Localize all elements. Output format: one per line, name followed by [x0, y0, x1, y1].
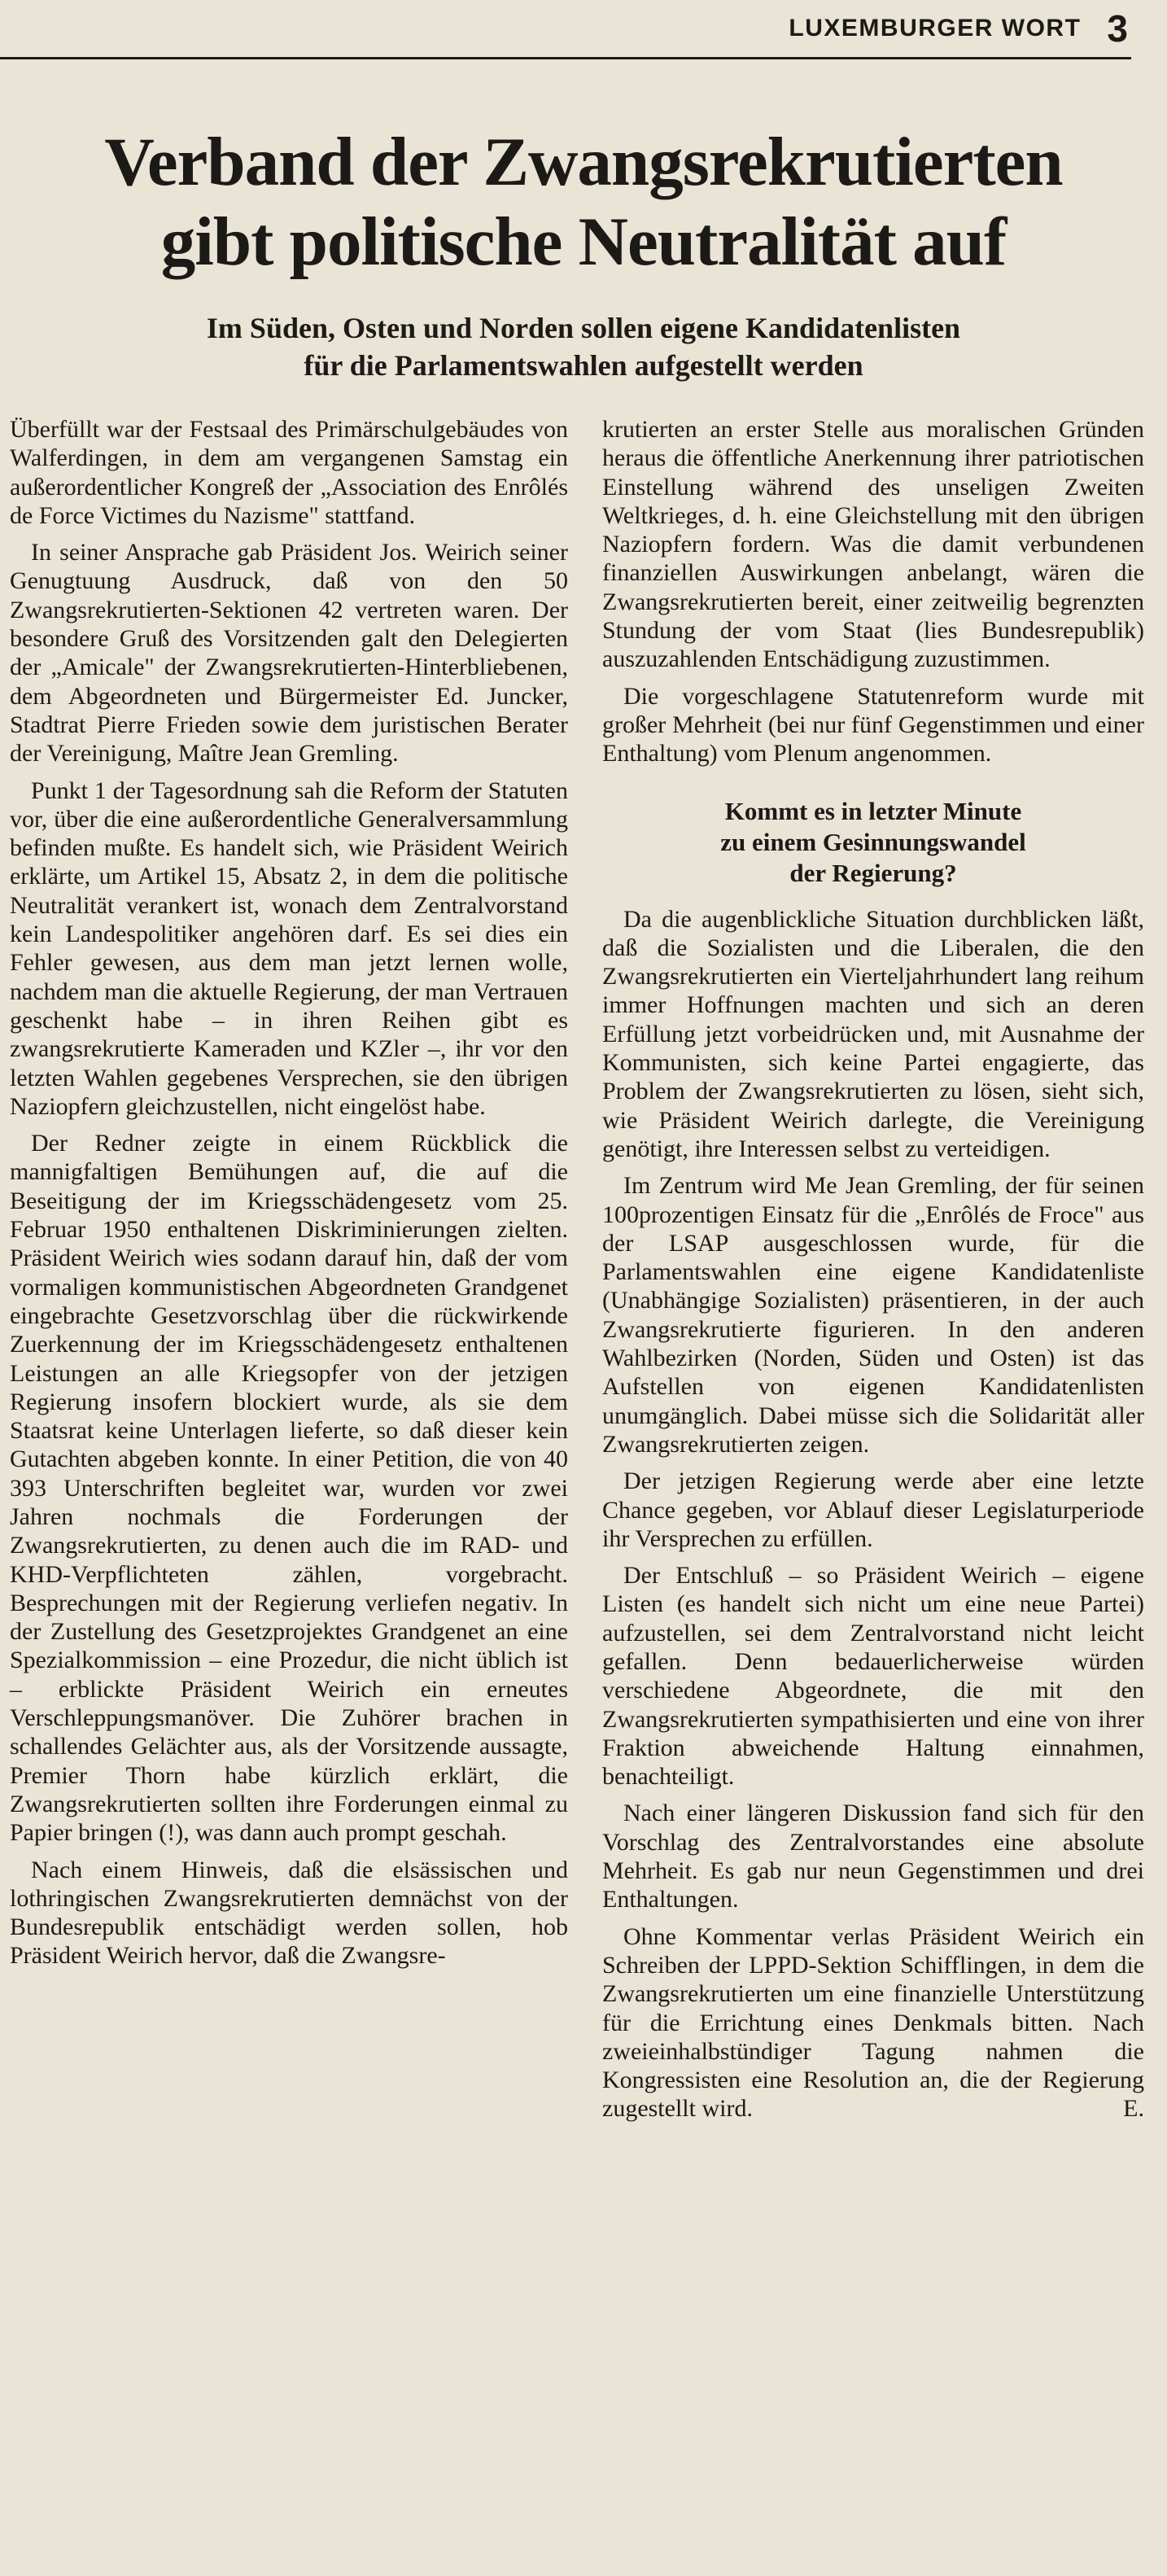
page-number: 3 — [1107, 7, 1128, 50]
paragraph-text: Ohne Kommentar verlas Präsident Weirich ein Schreiben der LPPD-Sektion Schifflingen, in dem die Zwangsrekrutierten um eine finanzielle Unterstützung für die Errichtung eines Denkmals bitten. Nach zweieinhalbstündiger Tagung nahmen die Kongressisten eine Resolution an, die der Regierung zugestellt wird. — [602, 1922, 1144, 2123]
headline-line-1: Verband der Zwangsrekrutierten — [104, 124, 1063, 200]
subheadline — [0, 309, 1167, 384]
section-subheading-line-3: der Regierung? — [789, 858, 957, 887]
article-column-right — [602, 415, 1144, 2132]
paragraph: Der Redner zeigte in einem Rückblick die mannigfaltigen Bemühungen auf, die auf die Beseitigung der im Kriegsschädengesetz vom 25. Februar 1950 enthaltenen Diskriminierungen zielten. Präsident Weirich wies sodann darauf hin, daß der vom vormaligen kommunistischen Abgeordneten Grandgenet eingebrachte Gesetzvorschlag über die rückwirkende Zuerkennung der im Kriegsschädengesetz enthaltenen Leistungen an alle Kriegsopfer von der jetzigen Regierung insofern blockiert wurde, als sie dem Staatsrat keine Unterlagen lieferte, so daß dieser kein Gutachten abgeben konnte. In einer Petition, die von 40 393 Unterschriften begleitet war, wurden vor zwei Jahren nochmals die Forderungen der Zwangsrekrutierten, zu denen auch die im RAD- und KHD-Verpflichteten zählen, vorgebracht. Besprechungen mit der Regierung verliefen negativ. In der Zustellung des Gesetzprojektes Grandgenet an eine Spezialkommission – eine Prozedur, die nicht üblich ist – erblickte Präsident Weirich ein erneutes Verschleppungsmanöver. Die Zuhörer brachen in schallendes Gelächter aus, als der Vorsitzende aussagte, Premier Thorn habe kürzlich erklärt, die Zwangsrekrutierten sollten ihre Forderungen einmal zu Papier bringen (!), was dann auch prompt geschah. — [10, 1130, 568, 1847]
section-subheading-line-2: zu einem Gesinnungswandel — [720, 827, 1026, 856]
paragraph: Da die augenblickliche Situation durchblicken läßt, daß die Sozialisten und die Liberalen, die den Zwangsrekrutierten ein Vierteljahrhundert lang reihum immer Hoffnungen machten und sich an deren Erfüllung jetzt vorbeidrücken und, mit Ausnahme der Kommunisten, sich keine Partei engagierte, das Problem der Zwangsrekrutierten zu lösen, sieht sich, wie Präsident Weirich darlegte, die Vereinigung genötigt, ihre Interessen selbst zu verteidigen. — [602, 905, 1144, 1162]
masthead — [0, 7, 1128, 54]
paragraph: Überfüllt war der Festsaal des Primärschulgebäudes von Walferdingen, in dem am vergangenen Samstag ein außerordentlicher Kongreß der „Association des Enrôlés de Force Victimes du Nazisme" stattfand. — [10, 416, 568, 529]
paragraph — [602, 1922, 1144, 2123]
newspaper-name: LUXEMBURGER WORT — [789, 15, 1082, 42]
paragraph: krutierten an erster Stelle aus moralischen Gründen heraus die öffentliche Anerkennung ihrer patriotischen Einstellung während des unseligen Zweiten Weltkrieges, d. h. eine Gleichstellung mit den übrigen Naziopfern fordern. Was die damit verbundenen finanziellen Auswirkungen anbelangt, wären die Zwangsrekrutierten bereit, einer zeitweilig begrenzten Stundung der vom Staat (lies Bundesrepublik) auszuzahlenden Entschädigung zuzustimmen. — [602, 416, 1144, 673]
headline — [0, 122, 1167, 282]
masthead-rule — [0, 57, 1131, 59]
section-subheading — [602, 796, 1144, 889]
paragraph: Punkt 1 der Tagesordnung sah die Reform der Statuten vor, über die eine außerordentliche Generalversammlung befinden mußte. Es handelt sich, wie Präsident Weirich erklärte, um Artikel 15, Absatz 2, in dem die politische Neutralität verankert ist, wonach dem Zentralvorstand kein Landespolitiker angehören darf. Es sei dies ein Fehler gewesen, aus dem man jetzt lernen wolle, nachdem man die aktuelle Regierung, der man Vertrauen geschenkt habe – in ihren Reihen gibt es zwangsrekrutierte Kameraden und KZler –, ihr vor den letzten Wahlen gegebenes Versprechen, sie den übrigen Naziopfern gleichzustellen, nicht eingelöst habe. — [10, 776, 568, 1120]
subheadline-line-1: Im Süden, Osten und Norden sollen eigene Kandidatenlisten — [206, 312, 961, 344]
subheadline-line-2: für die Parlamentswahlen aufgestellt werden — [304, 349, 863, 382]
paragraph: Die vorgeschlagene Statutenreform wurde mit großer Mehrheit (bei nur fünf Gegenstimmen und einer Enthaltung) vom Plenum angenommen. — [602, 682, 1144, 768]
paragraph: Nach einem Hinweis, daß die elsässischen und lothringischen Zwangsrekrutierten demnächst von der Bundesrepublik entschädigt werden sollen, hob Präsident Weirich hervor, daß die Zwangsre- — [10, 1856, 568, 1970]
section-subheading-line-1: Kommt es in letzter Minute — [724, 796, 1022, 825]
paragraph: Der Entschluß – so Präsident Weirich – eigene Listen (es handelt sich nicht um eine neue Partei) aufzustellen, sei dem Zentralvorstand nicht leicht gefallen. Denn bedauerlicherweise würden verschiedene Abgeordnete, die mit den Zwangsrekrutierten sympathisierten und eine von ihrer Fraktion abweichende Haltung einnahmen, benachteiligt. — [602, 1562, 1144, 1791]
paragraph: Im Zentrum wird Me Jean Gremling, der für seinen 100prozentigen Einsatz für die „Enrôlés de Froce" aus der LSAP ausgeschlossen wurde, für die Parlamentswahlen eine eigene Kandidatenliste (Unabhängige Sozialisten) präsentieren, in der auch Zwangsrekrutierte figurieren. In den anderen Wahlbezirken (Norden, Süden und Osten) ist das Aufstellen von eigenen Kandidatenlisten unumgänglich. Dabei müsse sich die Solidarität aller Zwangsrekrutierten zeigen. — [602, 1172, 1144, 1458]
author-signature: E. — [1123, 2095, 1144, 2123]
headline-line-2: gibt politische Neutralität auf — [160, 203, 1007, 280]
article-column-left — [10, 415, 568, 1979]
paragraph: Nach einer längeren Diskussion fand sich für den Vorschlag des Zentralvorstandes eine absolute Mehrheit. Es gab nur neun Gegenstimmen und drei Enthaltungen. — [602, 1800, 1144, 1913]
paragraph: Der jetzigen Regierung werde aber eine letzte Chance gegeben, vor Ablauf dieser Legislaturperiode ihr Versprechen zu erfüllen. — [602, 1467, 1144, 1552]
paragraph: In seiner Ansprache gab Präsident Jos. Weirich seiner Genugtuung Ausdruck, daß von den 50 Zwangsrekrutierten-Sektionen 42 vertreten waren. Der besondere Gruß des Vorsitzenden galt den Delegierten der „Amicale" der Zwangsrekrutierten-Hinterbliebenen, dem Abgeordneten und Bürgermeister Ed. Juncker, Stadtrat Pierre Frieden sowie dem juristischen Berater der Vereinigung, Maître Jean Gremling. — [10, 539, 568, 768]
